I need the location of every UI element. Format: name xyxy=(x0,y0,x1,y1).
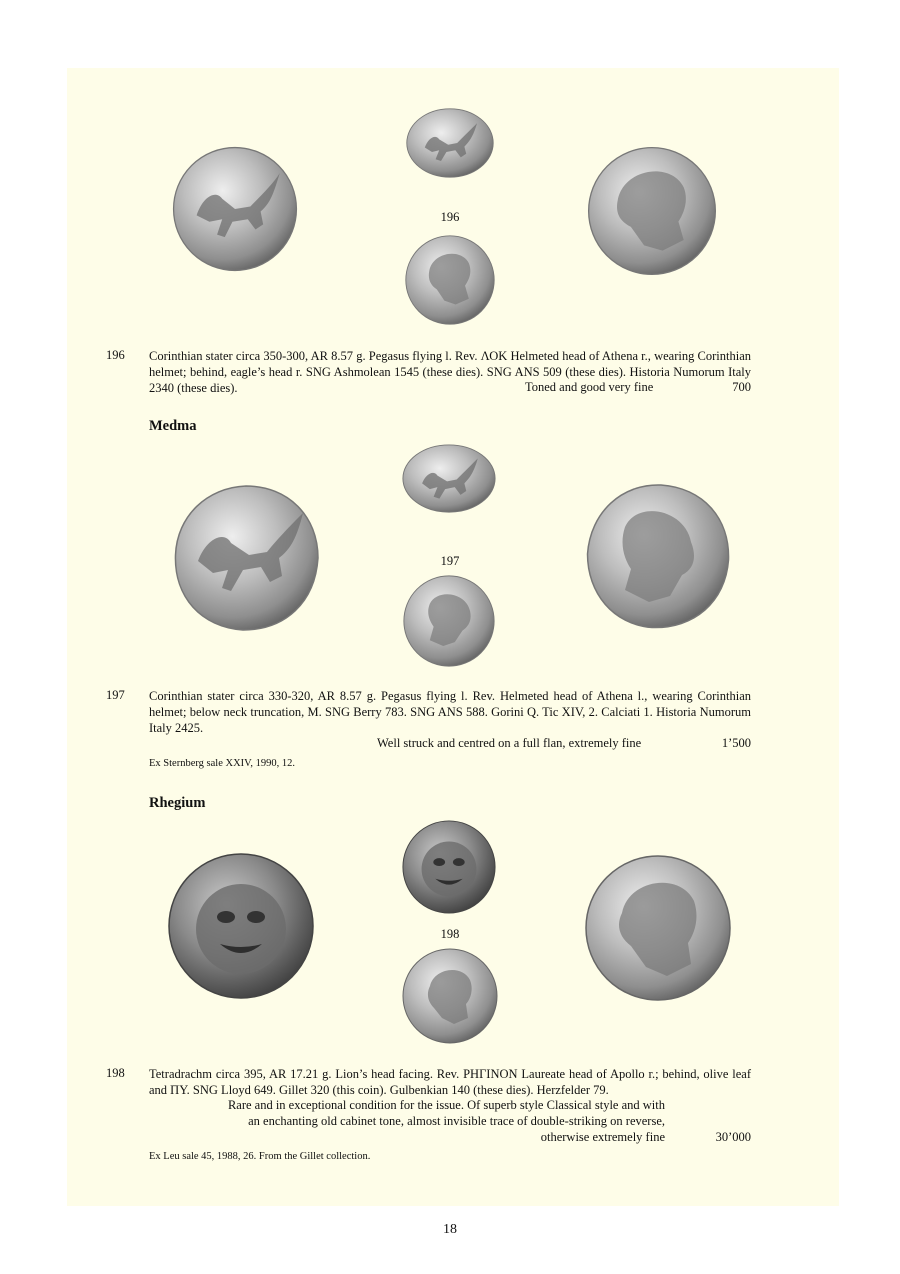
lot-198-provenance: Ex Leu sale 45, 1988, 26. From the Gillet collection. xyxy=(149,1151,371,1162)
coin-196-obverse-small-pegasus xyxy=(403,107,497,179)
lot-196-image-label: 196 xyxy=(440,210,460,224)
page-number: 18 xyxy=(443,1222,457,1237)
coin-197-obverse-small-pegasus xyxy=(400,443,498,515)
coin-198-reverse-small-apollo xyxy=(398,946,502,1046)
coin-196-reverse-large-athena xyxy=(586,145,718,277)
lot-198-number: 198 xyxy=(106,1066,125,1080)
coin-197-obverse-large-pegasus xyxy=(170,483,322,633)
lot-198-image-label: 198 xyxy=(440,927,460,941)
coin-198-obverse-large-lion xyxy=(165,851,317,1001)
lot-198-description: Tetradrachm circa 395, AR 17.21 g. Lion’s head facing. Rev. ΡΗΓΙΝΟΝ Laureate head of Apollo r.; behind, olive leaf and ΠΥ. SNG Lloyd 649. Gillet 320 (this coin). Gulbenkian 140 (these dies). Herzfelder 79. xyxy=(149,1067,751,1097)
lot-196-description: Corinthian stater circa 350-300, AR 8.57 g. Pegasus flying l. Rev. ΛΟΚ Helmeted head of Athena r., wearing Corinthian helmet; behind, eagle’s head r. SNG Ashmolean 1545 (these dies). SNG ANS 509 (these dies). Historia Numorum Italy 2340 (these dies). xyxy=(149,349,751,395)
coin-197-reverse-small-athena xyxy=(400,573,498,669)
coin-196-obverse-large-pegasus xyxy=(170,145,300,273)
coin-197-reverse-large-athena xyxy=(582,482,734,632)
lot-197-image-label: 197 xyxy=(440,554,460,568)
coin-196-reverse-small-athena xyxy=(403,232,497,328)
lot-198-condition-line-1: Rare and in exceptional condition for the issue. Of superb style Classical style and with xyxy=(227,1098,665,1112)
lot-197-provenance: Ex Sternberg sale XXIV, 1990, 12. xyxy=(149,758,296,769)
lot-197-number: 197 xyxy=(106,688,125,702)
lot-196-condition: Toned and good very fine xyxy=(525,380,654,394)
section-heading-medma: Medma xyxy=(149,418,197,434)
lot-198-condition-line-3: otherwise extremely fine xyxy=(540,1130,665,1144)
lot-196-price: 700 xyxy=(732,380,751,394)
coin-198-reverse-large-apollo xyxy=(582,853,734,1003)
lot-197-description: Corinthian stater circa 330-320, AR 8.57 g. Pegasus flying l. Rev. Helmeted head of Athena l., wearing Corinthian helmet; below neck truncation, M. SNG Berry 783. SNG ANS 588. Gorini Q. Tic XIV, 2. Calciati 1. Historia Numorum Italy 2425. xyxy=(149,689,751,735)
section-heading-rhegium: Rhegium xyxy=(149,795,206,811)
coin-198-obverse-small-lion xyxy=(400,815,498,919)
lot-197-price: 1’500 xyxy=(721,736,751,750)
lot-198-price: 30’000 xyxy=(715,1130,751,1144)
lot-198-condition-line-2: an enchanting old cabinet tone, almost invisible trace of double-striking on reverse, xyxy=(248,1114,665,1128)
lot-197-condition: Well struck and centred on a full flan, extremely fine xyxy=(377,736,642,750)
lot-196-number: 196 xyxy=(106,348,125,362)
